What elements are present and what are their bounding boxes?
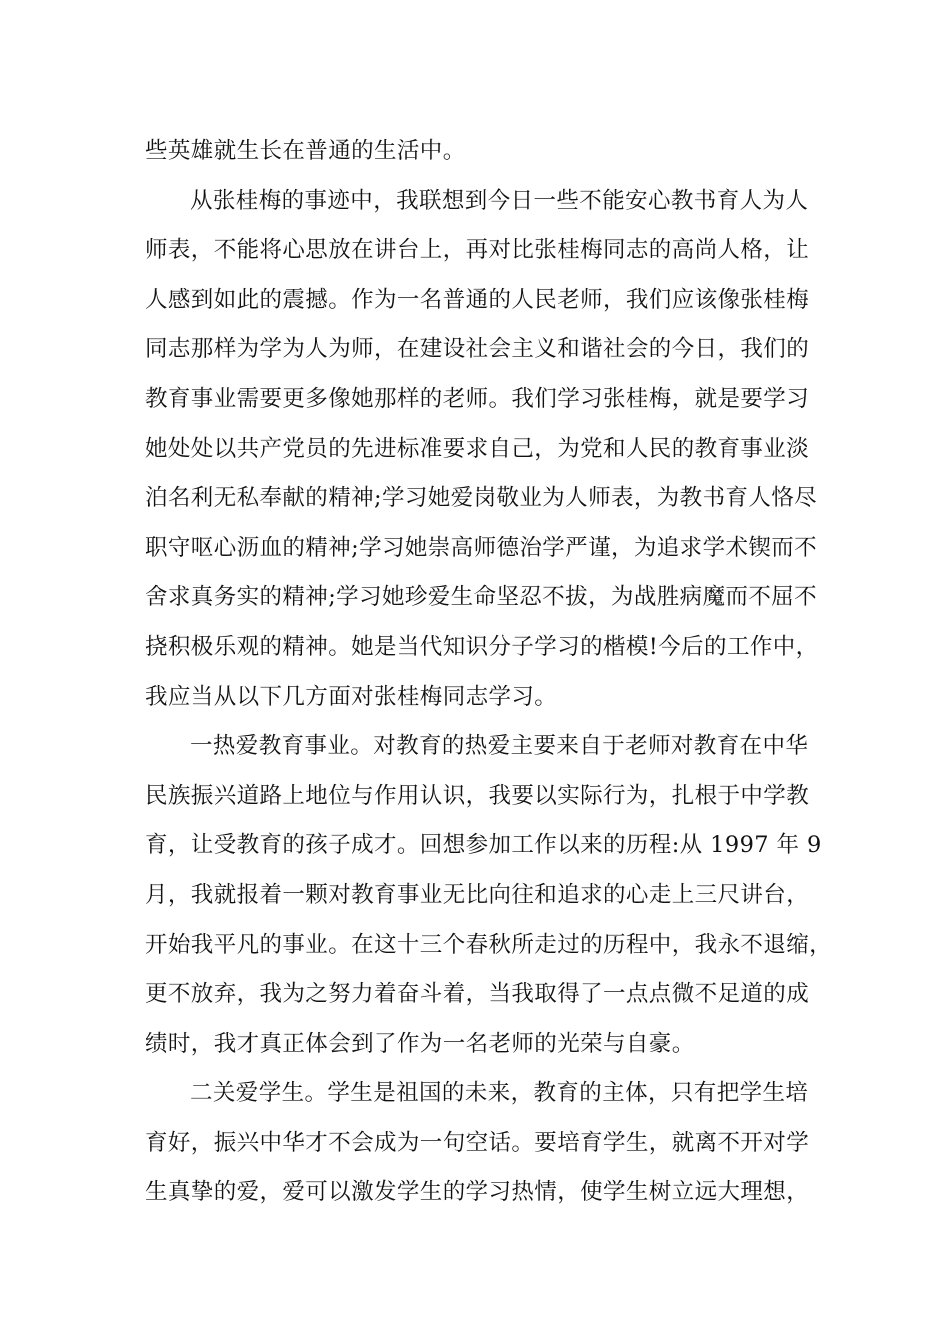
- text-line-10: 舍求真务实的精神;学习她珍爱生命坚忍不拔，为战胜病魔而不屈不: [145, 584, 818, 611]
- text-line-11: 挠积极乐观的精神。她是当代知识分子学习的楷模!今后的工作中，: [145, 633, 819, 660]
- text-line-3: 师表，不能将心思放在讲台上，再对比张桂梅同志的高尚人格，让: [145, 237, 810, 264]
- text-line-16: 月，我就报着一颗对教育事业无比向往和追求的心走上三尺讲台，: [145, 881, 810, 908]
- text-line-18: 更不放弃，我为之努力着奋斗着，当我取得了一点点微不足道的成: [145, 981, 810, 1008]
- text-line-9: 职守呕心沥血的精神;学习她崇高师德治学严谨，为追求学术锲而不: [145, 534, 818, 561]
- text-line-4: 人感到如此的震撼。作为一名普通的人民老师，我们应该像张桂梅: [145, 286, 810, 313]
- text-line-17: 开始我平凡的事业。在这十三个春秋所走过的历程中，我永不退缩，: [145, 931, 833, 958]
- text-line-12: 我应当从以下几方面对张桂梅同志学习。: [145, 683, 558, 710]
- text-line-8: 泊名利无私奉献的精神;学习她爱岗敬业为人师表，为教书育人恪尽: [145, 485, 818, 512]
- text-line-20: 二关爱学生。学生是祖国的未来，教育的主体，只有把学生培: [190, 1080, 809, 1107]
- document-body: [145, 131, 845, 1222]
- text-line-14: 民族振兴道路上地位与作用认识，我要以实际行为，扎根于中学教: [145, 782, 810, 809]
- text-line-1: 些英雄就生长在普通的生活中。: [145, 138, 466, 164]
- text-line-13: 一热爱教育事业。对教育的热爱主要来自于老师对教育在中华: [190, 733, 809, 760]
- text-line-5: 同志那样为学为人为师，在建设社会主义和谐社会的今日，我们的: [145, 336, 810, 363]
- text-line-21: 育好，振兴中华才不会成为一句空话。要培育学生，就离不开对学: [145, 1129, 810, 1156]
- text-line-6: 教育事业需要更多像她那样的老师。我们学习张桂梅，就是要学习: [145, 385, 810, 412]
- text-line-2: 从张桂梅的事迹中，我联想到今日一些不能安心教书育人为人: [190, 187, 809, 214]
- text-line-7: 她处处以共产党员的先进标准要求自己，为党和人民的教育事业淡: [145, 435, 810, 462]
- text-line-15: 育，让受教育的孩子成才。回想参加工作以来的历程:从 1997 年 9: [145, 832, 822, 859]
- text-line-19: 绩时，我才真正体会到了作为一名老师的光荣与自豪。: [145, 1030, 695, 1057]
- text-line-22: 生真挚的爱，爱可以激发学生的学习热情，使学生树立远大理想，: [145, 1179, 810, 1206]
